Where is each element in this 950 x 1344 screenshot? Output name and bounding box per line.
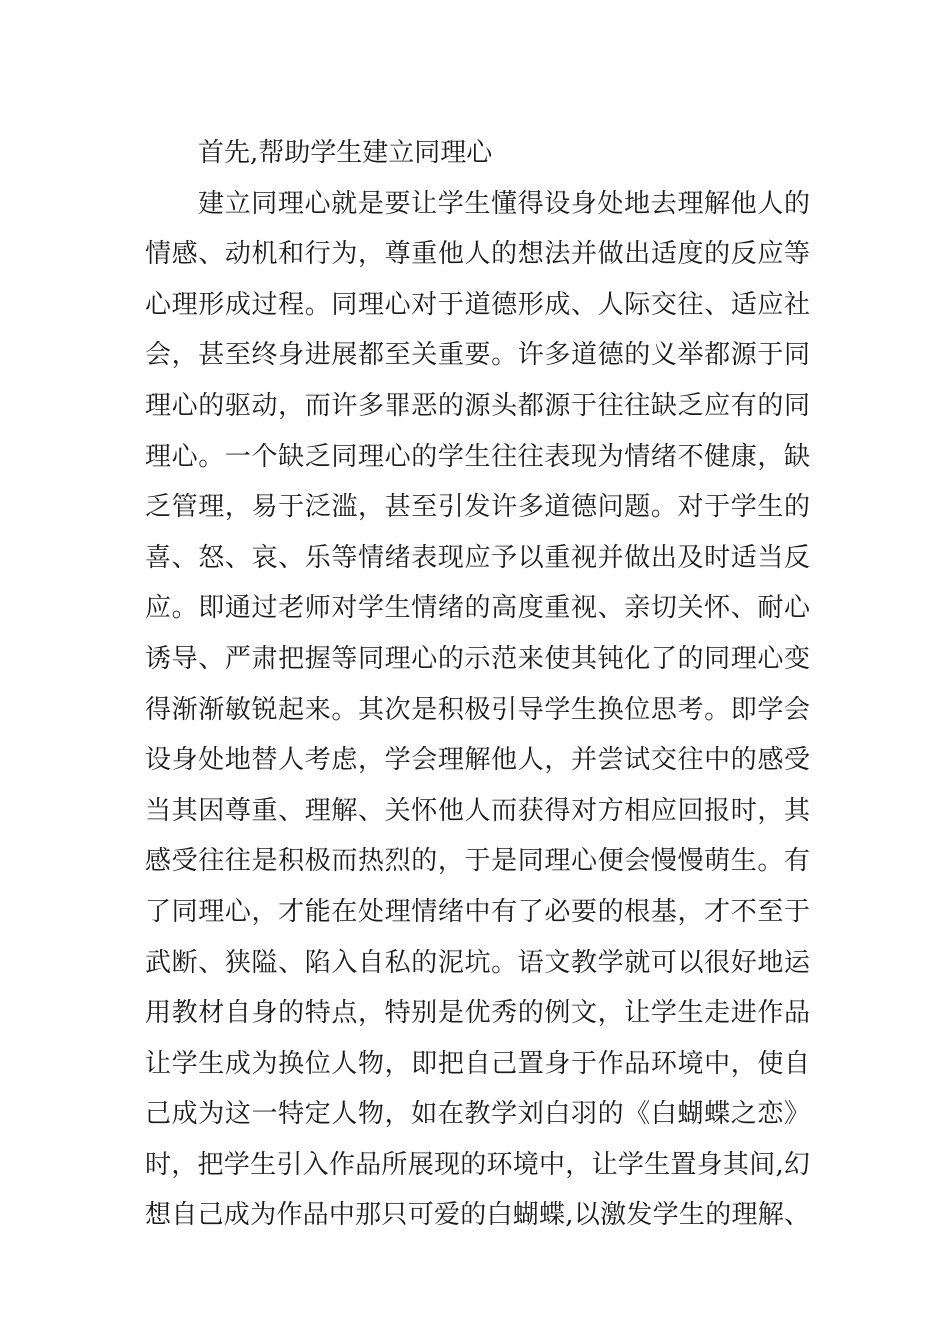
section-heading: 首先,帮助学生建立同理心 (198, 138, 493, 168)
paragraph-line: 喜、怒、哀、乐等情绪表现应予以重视并做出及时适当反 (145, 542, 810, 573)
body-text (145, 128, 810, 1241)
paragraph-line: 理心的驱动，而许多罪恶的源头都源于往往缺乏应有的同 (145, 390, 810, 421)
paragraph-line: 会，甚至终身进展都至关重要。许多道德的义举都源于同 (145, 340, 810, 371)
paragraph-line: 应。即通过老师对学生情绪的高度重视、亲切关怀、耐心 (145, 593, 810, 624)
paragraph-line: 设身处地替人考虑，学会理解他人，并尝试交往中的感受 (145, 745, 810, 776)
paragraph-line: 心理形成过程。同理心对于道德形成、人际交往、适应社 (145, 289, 810, 320)
paragraph-line: 建立同理心就是要让学生懂得设身处地去理解他人的 (198, 188, 810, 219)
paragraph-line: 时，把学生引入作品所展现的环境中，让学生置身其间,幻 (145, 1149, 810, 1180)
paragraph-line: 诱导、严肃把握等同理心的示范来使其钝化了的同理心变 (145, 643, 810, 674)
paragraph-line: 了同理心，才能在处理情绪中有了必要的根基，才不至于 (145, 896, 810, 927)
paragraph-line: 想自己成为作品中那只可爱的白蝴蝶,以激发学生的理解、 (145, 1200, 810, 1231)
paragraph-line: 己成为这一特定人物，如在教学刘白羽的《白蝴蝶之恋》 (145, 1099, 810, 1130)
paragraph-line: 武断、狭隘、陷入自私的泥坑。语文教学就可以很好地运 (145, 947, 810, 978)
paragraph-line: 乏管理，易于泛滥，甚至引发许多道德问题。对于学生的 (145, 492, 810, 523)
paragraph-line: 得渐渐敏锐起来。其次是积极引导学生换位思考。即学会 (145, 694, 810, 725)
paragraph-line: 用教材自身的特点，特别是优秀的例文，让学生走进作品 (145, 998, 810, 1029)
paragraph-line: 理心。一个缺乏同理心的学生往往表现为情绪不健康，缺 (145, 441, 810, 472)
paragraph-line: 感受往往是积极而热烈的，于是同理心便会慢慢萌生。有 (145, 846, 810, 877)
paragraph-line: 让学生成为换位人物，即把自己置身于作品环境中，使自 (145, 1048, 810, 1079)
paragraph-line: 当其因尊重、理解、关怀他人而获得对方相应回报时，其 (145, 795, 810, 826)
paragraph-line: 情感、动机和行为，尊重他人的想法并做出适度的反应等 (145, 239, 810, 270)
